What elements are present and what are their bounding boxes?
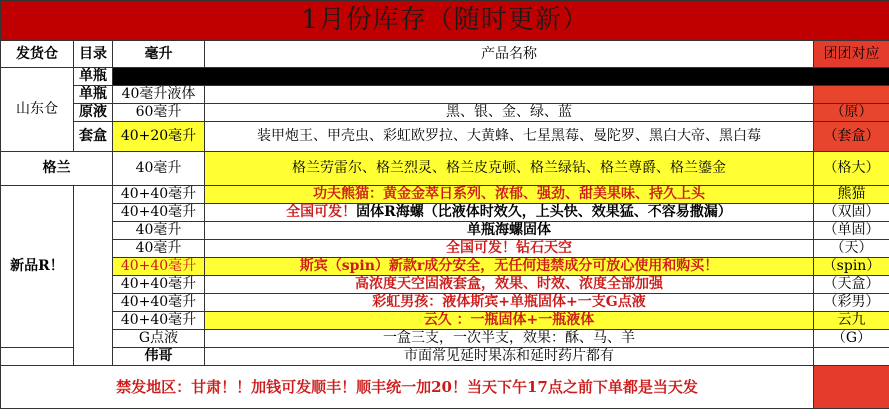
header-warehouse: 发货仓 — [1, 41, 74, 68]
table-row — [1, 104, 889, 122]
product-cell: 全国可发！钻石天空 — [205, 240, 814, 258]
team-cell: （格大） — [814, 152, 889, 186]
product-cell: 功夫熊猫：黄金金萃日系列、浓郁、强劲、甜美果味、持久上头 — [205, 186, 814, 204]
product-cell: 高浓度天空固液套盒，效果、时效、浓度全部加强 — [205, 276, 814, 294]
team-cell: （天） — [814, 240, 889, 258]
footer-red-cell — [814, 366, 889, 409]
ml-cell: 40毫升液体 — [113, 86, 205, 104]
table-row — [1, 68, 889, 86]
table-row — [1, 122, 889, 152]
team-cell: （spin） — [814, 258, 889, 276]
product-cell: 一盒三支，一次半支，效果：酥、马、羊 — [205, 330, 814, 348]
team-cell: 熊猫 — [814, 186, 889, 204]
team-cell — [814, 348, 889, 366]
header-team: 团团对应 — [814, 41, 889, 68]
ml-cell: 40毫升 — [113, 240, 205, 258]
header-product: 产品名称 — [205, 41, 814, 68]
warehouse-cell: 新品R！ — [1, 186, 74, 348]
ml-cell: 40+40毫升 — [113, 186, 205, 204]
header-row — [1, 41, 889, 68]
ml-cell: 伟哥 — [113, 348, 205, 366]
category-cell: 单瓶 — [74, 86, 113, 104]
product-cell: 格兰劳雷尔、格兰烈灵、格兰皮克顿、格兰绿钻、格兰尊爵、格兰鎏金 — [205, 152, 814, 186]
footer-row — [1, 366, 889, 409]
title-row — [1, 1, 889, 41]
ml-cell: 40+40毫升 — [113, 294, 205, 312]
warehouse-cell-empty — [1, 348, 74, 366]
category-cell: 单瓶 — [74, 68, 113, 86]
ml-cell: 40+40毫升 — [113, 204, 205, 222]
table-row — [1, 258, 889, 276]
table-row — [1, 204, 889, 222]
product-cell: 黑、银、金、绿、蓝 — [205, 104, 814, 122]
category-cell: 套盒 — [74, 122, 113, 152]
warehouse-cell: 格兰 — [1, 152, 113, 186]
table-row — [1, 186, 889, 204]
team-cell: （双固） — [814, 204, 889, 222]
ml-cell: G点液 — [113, 330, 205, 348]
table-row — [1, 330, 889, 348]
team-cell: 云九 — [814, 312, 889, 330]
highlight-prefix: 全国可发！ — [286, 204, 357, 220]
header-ml: 毫升 — [113, 41, 205, 68]
product-cell: 斯宾（spin）新款r成分安全，无任何违禁成分可放心使用和购买！ — [205, 258, 814, 276]
team-cell: （天盒） — [814, 276, 889, 294]
team-cell — [814, 86, 889, 104]
category-cell: 原液 — [74, 104, 113, 122]
product-cell — [205, 86, 814, 104]
category-cell-empty — [74, 186, 113, 366]
ml-cell: 40毫升 — [113, 222, 205, 240]
ml-cell: 40毫升 — [113, 152, 205, 186]
team-cell: （G） — [814, 330, 889, 348]
product-cell: 单瓶海螺固体 — [205, 222, 814, 240]
product-cell: 彩虹男孩：液体斯宾+单瓶固体+一支G点液 — [205, 294, 814, 312]
table-row — [1, 294, 889, 312]
product-cell: 装甲炮王、甲壳虫、彩虹欧罗拉、大黄蜂、七星黑莓、曼陀罗、黑白大帝、黑白莓 — [205, 122, 814, 152]
blank-black-cell — [113, 68, 889, 86]
ml-cell: 40+40毫升 — [113, 276, 205, 294]
table-row — [1, 86, 889, 104]
product-cell — [205, 204, 814, 222]
ml-cell: 40+40毫升 — [113, 312, 205, 330]
table-row — [1, 240, 889, 258]
table-row — [1, 222, 889, 240]
table-row — [1, 152, 889, 186]
team-cell: （彩男） — [814, 294, 889, 312]
product-cell: 云久 ：一瓶固体+一瓶液体 — [205, 312, 814, 330]
team-cell: （原） — [814, 104, 889, 122]
table-row — [1, 312, 889, 330]
page-title: 1月份库存（随时更新） — [1, 1, 889, 41]
product-text: 固体R海螺（比液体时效久，上头快、效果猛、不容易撒漏） — [356, 204, 732, 220]
warehouse-cell: 山东仓 — [1, 68, 74, 152]
team-cell: （套盒） — [814, 122, 889, 152]
ml-cell: 60毫升 — [113, 104, 205, 122]
ml-cell: 40+20毫升 — [113, 122, 205, 152]
ml-cell: 40+40毫升 — [113, 258, 205, 276]
table-row — [1, 276, 889, 294]
table-row — [1, 348, 889, 366]
team-cell: （单固） — [814, 222, 889, 240]
product-cell: 市面常见延时果冻和延时药片都有 — [205, 348, 814, 366]
footer-notice: 禁发地区：甘肃！！加钱可发顺丰！顺丰统一加20！当天下午17点之前下单都是当天发 — [1, 366, 814, 409]
header-category: 目录 — [74, 41, 113, 68]
